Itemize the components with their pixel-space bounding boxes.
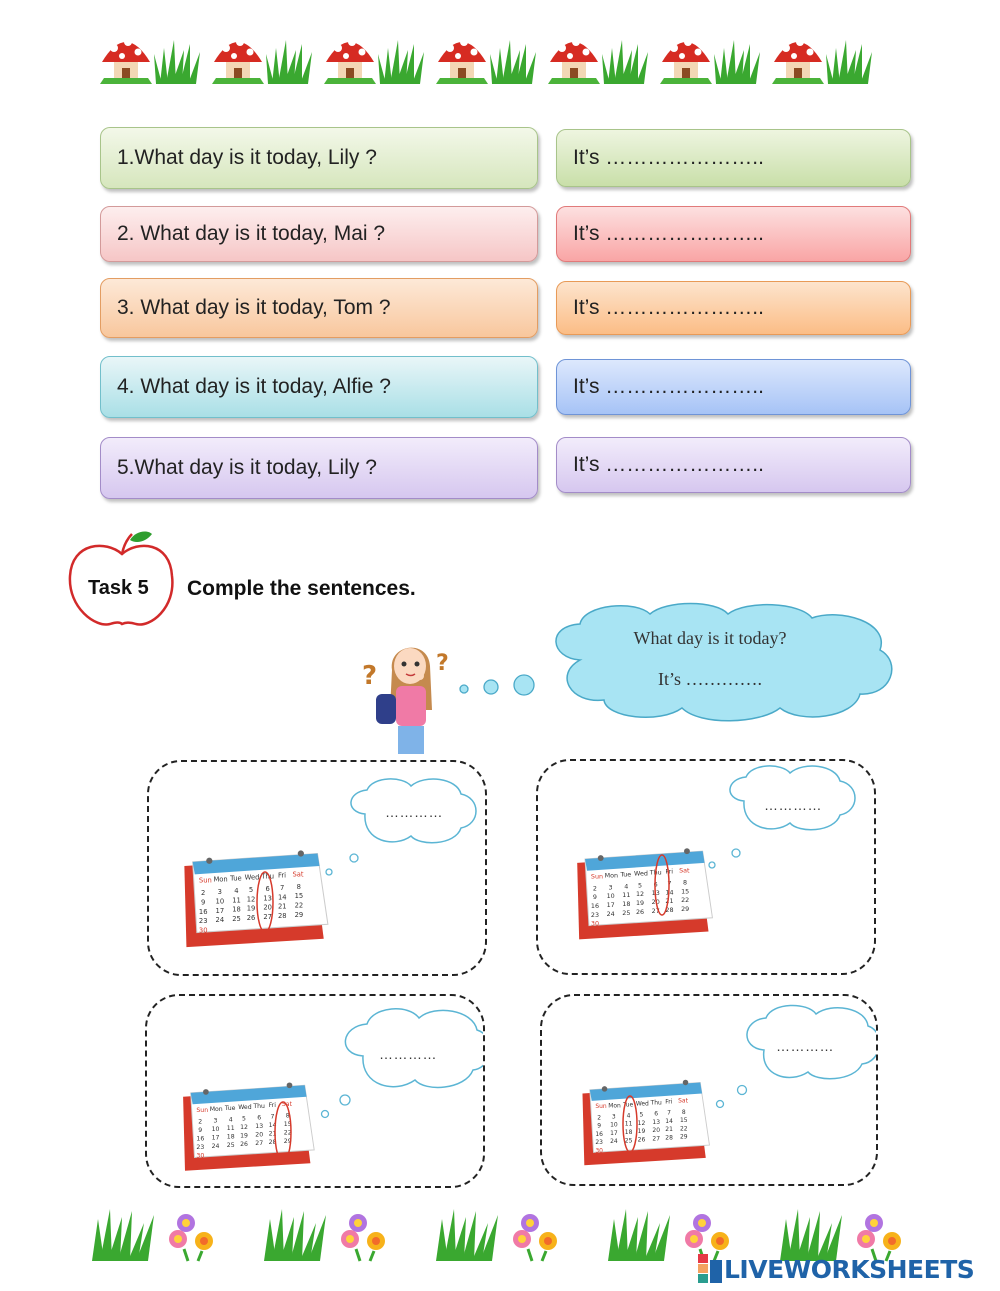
question-box-3 [100,278,538,338]
answer-blank[interactable]: ………… [379,1046,437,1062]
answer-box-2[interactable] [556,206,911,262]
question-box-5 [100,437,538,499]
answer-blank[interactable]: ………… [776,1038,834,1054]
calendar-card-4 [540,994,878,1186]
svg-text:?: ? [362,661,378,691]
answer-text: It’s ………………….. [573,296,764,319]
logo-text: LIVEWORKSHEETS [724,1254,975,1284]
answer-box-1[interactable] [556,129,911,187]
bubble-question: What day is it today? [633,628,787,648]
calendar-card-1 [147,760,487,976]
answer-text: It’s ………………….. [573,146,764,169]
question-text: 3. What day is it today, Tom ? [117,296,391,319]
answer-text: It’s ………………….. [573,375,764,398]
question-box-1 [100,127,538,189]
answer-text: It’s ………………….. [573,453,764,476]
calendar-illustration [542,996,876,1184]
liveworksheets-logo [698,1254,974,1284]
answer-text: It’s ………………….. [573,222,764,245]
calendar-illustration [538,761,874,973]
calendar-illustration [147,996,483,1186]
svg-text:?: ? [436,651,449,676]
calendar-illustration [149,762,485,974]
answer-box-3[interactable] [556,281,911,335]
answer-box-5[interactable] [556,437,911,493]
answer-box-4[interactable] [556,359,911,415]
thinking-girl-illustration [362,630,458,758]
top-decorative-border [100,28,890,90]
question-text: 2. What day is it today, Mai ? [117,222,386,245]
question-text: 1.What day is it today, Lily ? [117,146,377,169]
bubble-answer: It’s …………. [657,669,762,689]
question-text: 4. What day is it today, Alfie ? [117,375,391,398]
logo-mark-icon [698,1254,724,1284]
task-label: Task 5 [88,577,149,599]
thought-cloud [540,600,902,726]
thought-dots [456,672,538,702]
answer-blank[interactable]: ………… [385,804,443,820]
calendar-card-3 [145,994,485,1188]
question-box-2 [100,206,538,262]
answer-blank[interactable]: ………… [764,797,822,813]
task-title: Comple the sentences. [187,577,416,600]
question-box-4 [100,356,538,418]
question-text: 5.What day is it today, Lily ? [117,456,377,479]
calendar-card-2 [536,759,876,975]
